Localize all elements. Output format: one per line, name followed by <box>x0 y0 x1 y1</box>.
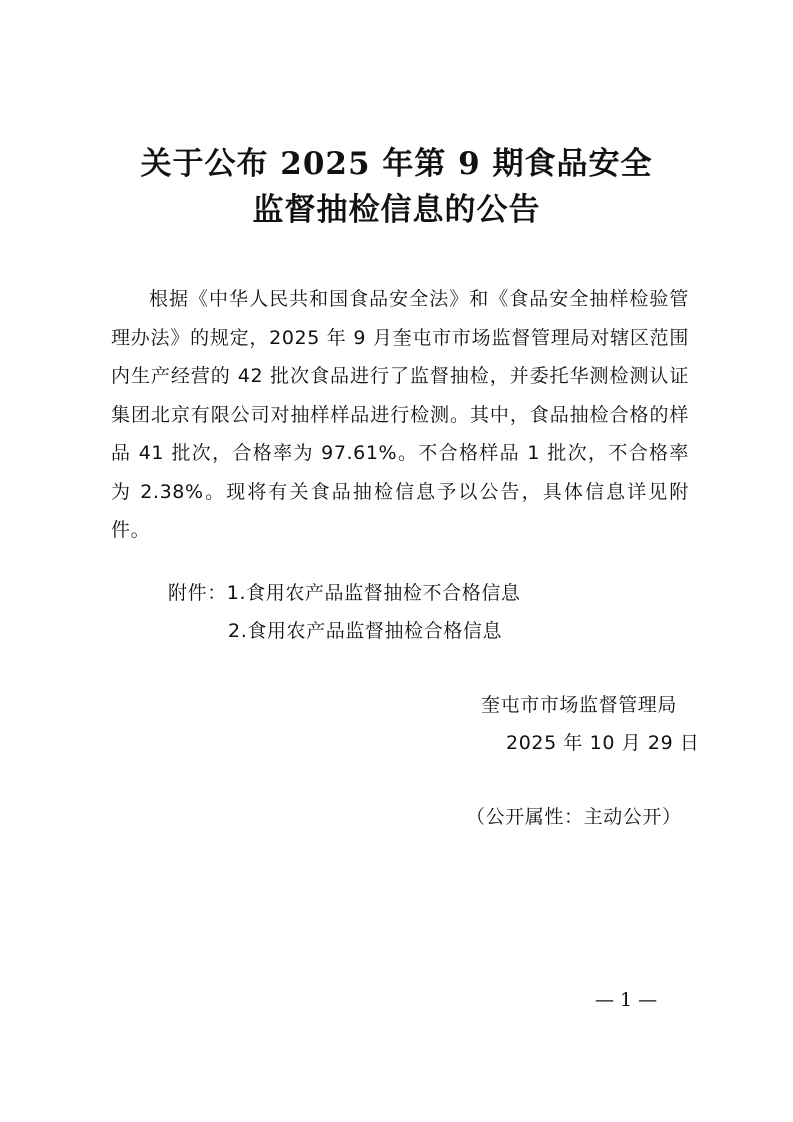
body-paragraph: 根据《中华人民共和国食品安全法》和《食品安全抽样检验管理办法》的规定，2025 年 9 月奎屯市市场监督管理局对辖区范围内生产经营的 42 批次食品进行了监督抽检，并委托华测检测认证集团北京有限公司对抽样样品进行检测。其中，食品抽检合格的样品 41 批次，合格率为 97.61%。不合格样品 1 批次，不合格率为 2.38%。现将有关食品抽检信息予以公告，具体信息详见附件。 <box>111 288 689 541</box>
disclosure-attribute: （公开属性：主动公开） <box>466 806 682 828</box>
title-line-1: 关于公布 2025 年第 9 期食品安全 <box>140 146 653 182</box>
issue-date: 2025 年 10 月 29 日 <box>506 732 700 754</box>
page-number: — 1 — <box>595 989 658 1011</box>
attachment-item-1: 附件：1.食用农产品监督抽检不合格信息 <box>168 582 521 604</box>
title-line-2: 监督抽检信息的公告 <box>252 192 541 228</box>
issuer-name: 奎屯市市场监督管理局 <box>481 694 678 716</box>
attachment-item-2: 2.食用农产品监督抽检合格信息 <box>228 620 503 642</box>
